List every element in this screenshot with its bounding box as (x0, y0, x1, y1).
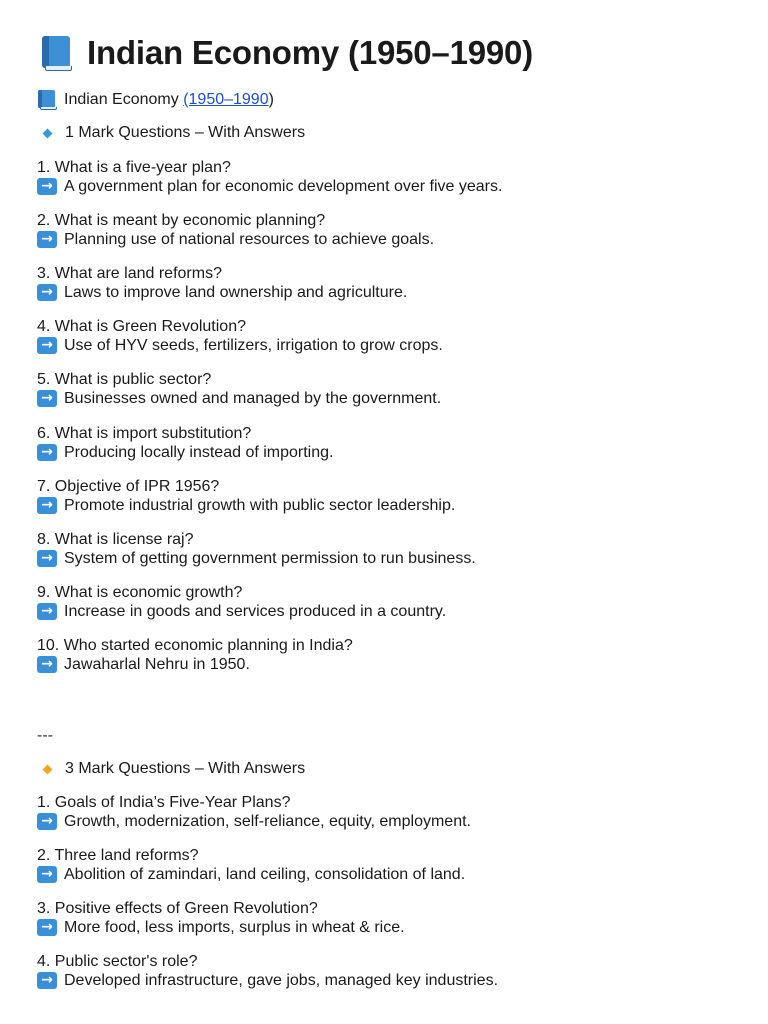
right-arrow-icon: → (37, 337, 57, 354)
answer-line (37, 389, 441, 408)
right-arrow-icon: → (37, 919, 57, 936)
answer-text: System of getting government permission to run business. (64, 549, 476, 567)
small-orange-diamond-icon (43, 764, 53, 774)
qa-item (37, 846, 465, 884)
answer-line (37, 336, 443, 355)
right-arrow-icon: → (37, 497, 57, 514)
section-heading-3-mark (37, 760, 305, 778)
qa-item (37, 793, 471, 831)
qa-item (37, 317, 443, 355)
qa-item (37, 636, 353, 674)
answer-line (37, 496, 455, 515)
right-arrow-icon: → (37, 813, 57, 830)
qa-item (37, 583, 446, 621)
question-text: 2. Three land reforms? (37, 847, 199, 864)
answer-text: Abolition of zamindari, land ceiling, consolidation of land. (64, 866, 466, 883)
answer-line (37, 230, 434, 249)
qa-item (37, 264, 407, 302)
answer-line (37, 971, 498, 990)
qa-item (37, 952, 498, 990)
answer-text: Laws to improve land ownership and agriculture. (64, 284, 408, 302)
question-text: 1. Goals of India’s Five-Year Plans? (37, 794, 291, 811)
right-arrow-icon: → (37, 390, 57, 407)
answer-line (37, 549, 476, 568)
divider: --- (37, 727, 53, 744)
question-text: 2. What is meant by economic planning? (37, 212, 326, 230)
section-heading-text: 1 Mark Questions – With Answers (65, 124, 306, 141)
answer-line (37, 655, 353, 674)
right-arrow-icon: → (37, 178, 57, 195)
document-page (0, 0, 768, 73)
question-text: 4. Public sector's role? (37, 953, 198, 970)
answer-text: Planning use of national resources to achieve goals. (64, 231, 435, 249)
answer-text: A government plan for economic development over five years. (64, 178, 503, 195)
question-text: 8. What is license raj? (37, 530, 194, 548)
answer-text: Producing locally instead of importing. (64, 443, 334, 461)
question-text: 3. Positive effects of Green Revolution? (37, 900, 318, 917)
answer-line (37, 812, 471, 831)
question-text: 7. Objective of IPR 1956? (37, 477, 220, 495)
answer-line (37, 283, 407, 302)
right-arrow-icon: → (37, 284, 57, 301)
qa-item (37, 899, 405, 937)
right-arrow-icon: → (37, 444, 57, 461)
answer-line (37, 443, 333, 462)
right-arrow-icon: → (37, 866, 57, 883)
question-text: 1. What is a five-year plan? (37, 159, 231, 176)
subtitle-suffix: ) (268, 91, 274, 108)
subtitle (37, 90, 274, 110)
question-text: 10. Who started economic planning in India? (37, 636, 353, 654)
small-blue-diamond-icon (43, 128, 53, 138)
answer-line (37, 865, 465, 884)
answer-text: Developed infrastructure, gave jobs, managed key industries. (64, 972, 499, 989)
answer-line (37, 177, 502, 196)
answer-line (37, 602, 446, 621)
question-text: 9. What is economic growth? (37, 583, 243, 601)
question-text: 6. What is import substitution? (37, 424, 252, 442)
page-title (37, 0, 768, 73)
right-arrow-icon: → (37, 550, 57, 567)
right-arrow-icon: → (37, 656, 57, 673)
qa-item (37, 211, 434, 249)
answer-text: Growth, modernization, self-reliance, equity, employment. (64, 813, 471, 830)
qa-item (37, 477, 455, 515)
right-arrow-icon: → (37, 603, 57, 620)
answer-text: More food, less imports, surplus in wheat & rice. (64, 919, 405, 936)
right-arrow-icon: → (37, 972, 57, 989)
answer-text: Promote industrial growth with public sector leadership. (64, 496, 456, 514)
page-title-text: Indian Economy (1950–1990) (87, 34, 533, 71)
qa-item (37, 370, 441, 408)
section-heading-1-mark (37, 124, 305, 142)
answer-text: Businesses owned and managed by the government. (64, 390, 442, 408)
answer-line (37, 918, 405, 937)
answer-text: Increase in goods and services produced in a country. (64, 602, 447, 620)
qa-item (37, 530, 476, 568)
right-arrow-icon: → (37, 231, 57, 248)
answer-text: Use of HYV seeds, fertilizers, irrigation to grow crops. (64, 337, 443, 355)
qa-item (37, 158, 502, 196)
blue-book-icon (37, 90, 57, 110)
subtitle-prefix: Indian Economy (64, 91, 184, 108)
question-text: 4. What is Green Revolution? (37, 318, 246, 336)
answer-text: Jawaharlal Nehru in 1950. (64, 655, 250, 673)
qa-item (37, 424, 333, 462)
subtitle-link[interactable]: (1950–1990 (183, 91, 269, 108)
question-text: 3. What are land reforms? (37, 265, 222, 283)
question-text: 5. What is public sector? (37, 371, 212, 389)
section-heading-text: 3 Mark Questions – With Answers (65, 760, 306, 777)
blue-book-icon (39, 36, 73, 71)
